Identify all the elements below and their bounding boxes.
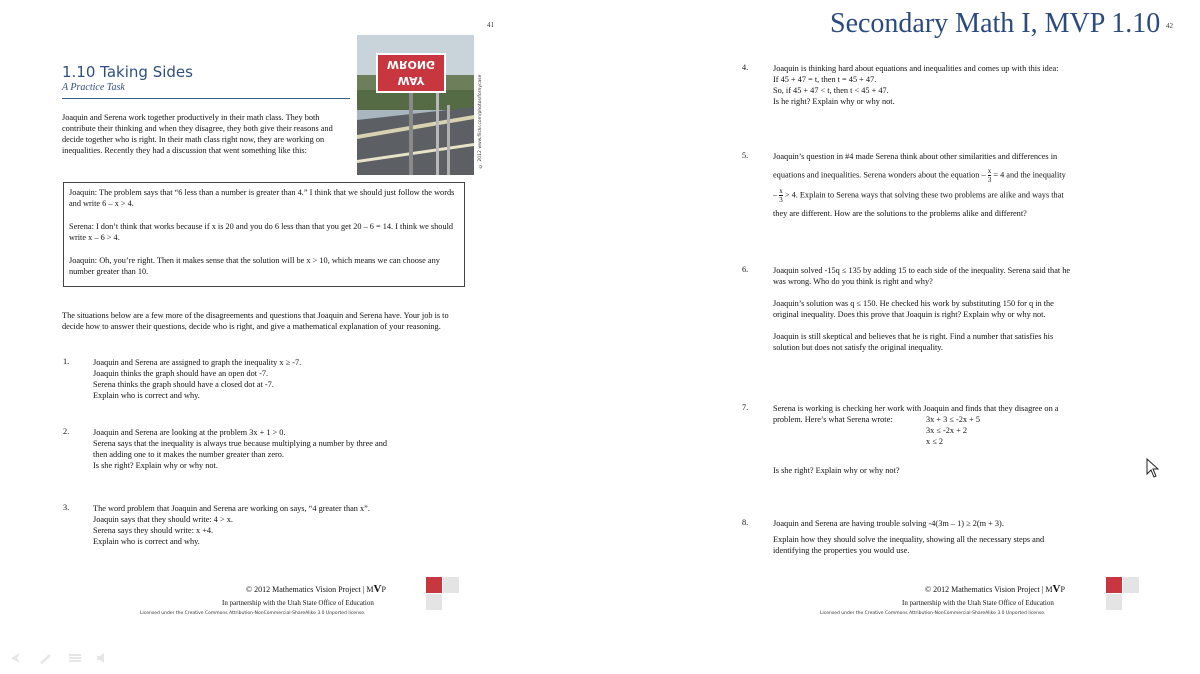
problem-3-line: Explain who is correct and why.: [93, 537, 200, 546]
dialogue-serena: Serena: I don’t think that works because if x is 20 and you do 6 less than that you get 20 – 6 = 14. I think we should write x – 6 > 4.: [69, 222, 454, 242]
dialogue-joaquin-1: Joaquin: The problem says that “6 less than a number is greater than 4.” I think that we should just follow the words and write 6 – x > 4.: [69, 188, 455, 208]
logo-square: [426, 594, 442, 610]
problem-7-line: Serena is working is checking her work with Joaquin and finds that they disagree on a: [773, 404, 1059, 413]
dialogue-joaquin-2: Joaquin: Oh, you’re right. Then it makes sense that the solution will be x > 10, which means we can choose any number greater than 10.: [69, 256, 440, 276]
footer-license-left: Licensed under the Creative Commons Attribution-NonCommercial-ShareAlike 3.0 Unported license.: [140, 611, 366, 616]
sign-line2: WAY: [397, 74, 425, 87]
work-step: 3x ≤ -2x + 2: [926, 426, 968, 435]
problem-8-line: Joaquin and Serena are having trouble solving -4(3m – 1) ≥ 2(m + 3).: [773, 519, 1004, 528]
problem-5-number: 5.: [742, 151, 749, 160]
wrong-way-photo: [357, 35, 474, 175]
page-subtitle: A Practice Task: [62, 82, 125, 93]
sign-line1: WRONG: [386, 58, 436, 71]
slide-title: Secondary Math I, MVP 1.10: [830, 8, 1161, 39]
footer-partnership-left: In partnership with the Utah State Office of Education: [222, 599, 374, 607]
problem-2-line: Joaquin and Serena are looking at the problem 3x + 1 > 0.: [93, 428, 286, 437]
problem-6-number: 6.: [742, 265, 749, 274]
problem-1-line: Joaquin thinks the graph should have an open dot -7.: [93, 369, 269, 378]
problem-3-line: The word problem that Joaquin and Serena are working on says, “4 greater than x”.: [93, 504, 370, 513]
problem-6-line: solution but does not satisfy the original inequality.: [773, 343, 943, 352]
problem-4-number: 4.: [742, 63, 749, 72]
problem-5-line: – $\frac{x}{3}$ > 4. Explain to Serena ways that solving these two problems are alike and ways that: [773, 187, 1064, 204]
footer-copyright-right: © 2012 Mathematics Vision Project | MVP: [925, 583, 1065, 595]
work-step: x ≤ 2: [926, 437, 943, 446]
footer-copyright-left: © 2012 Mathematics Vision Project | MVP: [246, 583, 386, 595]
problem-5: [773, 151, 1143, 219]
problem-6-line: Joaquin solved -15q ≤ 135 by adding 15 to each side of the inequality. Serena said that he: [773, 266, 1071, 275]
problem-1-line: Joaquin and Serena are assigned to graph the inequality x ≥ -7.: [93, 358, 302, 367]
problem-7-line: problem. Here’s what Serena wrote:: [773, 415, 893, 424]
logo-square: [443, 577, 459, 593]
problem-7-question: Is she right? Explain why or why not?: [773, 466, 900, 475]
footer-partnership-right: In partnership with the Utah State Office of Education: [902, 599, 1054, 607]
problem-4: [773, 63, 1143, 107]
problem-3-line: Serena says they should write: x +4.: [93, 526, 214, 535]
problem-1-line: Serena thinks the graph should have a closed dot at -7.: [93, 380, 274, 389]
problem-3-line: Joaquin says that they should write: 4 > x.: [93, 515, 233, 524]
problem-5-line: Joaquin’s question in #4 made Serena think about other similarities and differences in: [773, 152, 1058, 161]
problem-6-line: Joaquin’s solution was q ≤ 150. He checked his work by substituting 150 for q in the: [773, 299, 1054, 308]
problem-5-line: they are different. How are the solutions to the problems alike and different?: [773, 209, 1027, 218]
page-number-right: 42: [1166, 22, 1173, 30]
fraction-x-over-3: $\frac{x}{3}$: [987, 167, 992, 184]
problem-7-number: 7.: [742, 403, 749, 412]
pen-icon[interactable]: [38, 651, 52, 663]
title-rule: [62, 98, 350, 99]
situations-intro: The situations below are a few more of the disagreements and questions that Joaquin and Serena have. Your job is to decide how to answer their questions, decide who is right, and give a mathematical explanation of your reasoning.: [62, 311, 449, 331]
problem-2-number: 2.: [63, 427, 70, 436]
menu-icon[interactable]: [68, 651, 82, 663]
problem-4-line: Joaquin is thinking hard about equations and inequalities and comes up with this idea:: [773, 64, 1059, 73]
problem-2-line: Is she right? Explain why or why not.: [93, 461, 218, 470]
problem-6-line: Joaquin is still skeptical and believes that he is right. Find a number that satisfies his: [773, 332, 1054, 341]
work-step: 3x + 3 ≤ -2x + 5: [926, 415, 981, 424]
problem-3-number: 3.: [63, 503, 70, 512]
problem-6-line: original inequality. Does this prove that Joaquin is right? Explain why or why not.: [773, 310, 1046, 319]
volume-icon[interactable]: [96, 651, 110, 663]
sign-text: [378, 57, 444, 71]
pointer-icon[interactable]: [10, 651, 24, 663]
logo-square: [1123, 577, 1139, 593]
problem-5-line: equations and inequalities. Serena wonders about the equation – $\frac{x}{3}$ = 4 and the inequality: [773, 167, 1066, 184]
problem-4-line: So, if 45 + 47 < t, then t < 45 + 47.: [773, 86, 889, 95]
problem-8-line: Explain how they should solve the inequality, showing all the necessary steps and: [773, 535, 1045, 544]
logo-square: [1106, 577, 1122, 593]
logo-square: [1106, 594, 1122, 610]
dialogue-box: [63, 182, 465, 287]
problem-2-line: then adding one to it makes the number greater than zero.: [93, 450, 284, 459]
intro-paragraph: Joaquin and Serena work together productively in their math class. They both contribute their thinking and when they disagree, they both give their reasons and decide together who is right. In their math class right now, they are working on inequalities. Recently they had a discussion that went something like this:: [62, 113, 333, 155]
fraction-x-over-3: $\frac{x}{3}$: [779, 187, 783, 204]
problem-1-line: Explain who is correct and why.: [93, 391, 200, 400]
problem-8: [773, 518, 1143, 556]
problem-1-number: 1.: [63, 357, 70, 366]
problem-4-line: If 45 + 47 = t, then t = 45 + 47.: [773, 75, 877, 84]
wrong-way-sign-image: [357, 35, 474, 175]
mouse-cursor-icon: [1146, 458, 1160, 478]
problem-8-line: identifying the properties you would use.: [773, 546, 910, 555]
problem-4-line: Is he right? Explain why or why not.: [773, 97, 895, 106]
logo-square: [426, 577, 442, 593]
problem-2: [93, 427, 463, 471]
page-number-left: 41: [487, 21, 494, 29]
footer-license-right: Licensed under the Creative Commons Attribution-NonCommercial-ShareAlike 3.0 Unported license.: [820, 611, 1046, 616]
problem-1: [93, 357, 463, 401]
photo-credit: © 2012 www.flickr.com/photos/fornycase: [478, 74, 483, 168]
problem-3: [93, 503, 463, 547]
problem-2-line: Serena says that the inequality is always true because multiplying a number by three and: [93, 439, 387, 448]
problem-8-number: 8.: [742, 518, 749, 527]
problem-6-line: was wrong. Who do you think is right and why?: [773, 277, 933, 286]
problem-6: [773, 265, 1143, 353]
page-title: 1.10 Taking Sides: [62, 63, 193, 81]
serena-work: [926, 414, 1076, 447]
